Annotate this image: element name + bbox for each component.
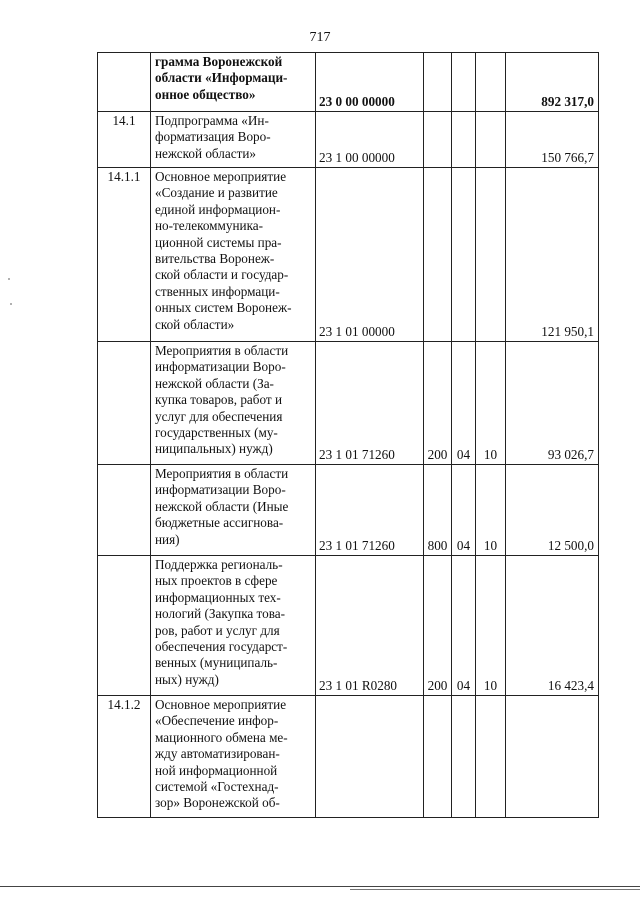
subsection-code <box>476 53 506 112</box>
amount: 16 423,4 <box>506 556 599 696</box>
row-name-text: Основное мероприятие «Создание и развитие единой информацион- но-телекоммуника- ционной системы пра- вительства Воронеж- ской области и государ- ственных информаци- онных систем Воронеж- ской области» <box>155 169 292 332</box>
budget-table <box>97 52 599 818</box>
table-row <box>98 112 599 168</box>
row-name-text: Мероприятия в области информатизации Воро- нежской области (За- купка товаров, работ и услуг для обеспечения государственных (му- ниципальных) нужд) <box>155 343 289 457</box>
section-code <box>452 696 476 818</box>
amount: 93 026,7 <box>506 342 599 465</box>
row-name-text: Основное мероприятие «Обеспечение инфор- мационного обмена ме- жду автоматизирован- ной информационной системой «Гостехнад- зор» Воронежской об- <box>155 697 288 811</box>
section-code: 04 <box>452 465 476 556</box>
target-code: 23 1 01 R0280 <box>316 556 424 696</box>
section-code: 04 <box>452 556 476 696</box>
row-name <box>151 168 316 342</box>
table-row <box>98 696 599 818</box>
amount <box>506 696 599 818</box>
target-code: 23 0 00 00000 <box>316 53 424 112</box>
table-row <box>98 53 599 112</box>
scan-speck <box>10 303 12 305</box>
amount: 121 950,1 <box>506 168 599 342</box>
target-code: 23 1 01 00000 <box>316 168 424 342</box>
subsection-code: 10 <box>476 342 506 465</box>
table-row <box>98 168 599 342</box>
target-code: 23 1 00 00000 <box>316 112 424 168</box>
row-name <box>151 556 316 696</box>
target-code: 23 1 01 71260 <box>316 465 424 556</box>
table-row <box>98 556 599 696</box>
row-name <box>151 342 316 465</box>
subsection-code <box>476 112 506 168</box>
amount: 150 766,7 <box>506 112 599 168</box>
page-number: 717 <box>309 30 331 45</box>
row-name <box>151 112 316 168</box>
row-name-text: Подпрограмма «Ин- форматизация Воро- нежской области» <box>155 113 271 161</box>
section-code <box>452 53 476 112</box>
row-name <box>151 53 316 112</box>
row-number: 14.1.2 <box>98 696 151 818</box>
expense-type <box>424 696 452 818</box>
subsection-code: 10 <box>476 465 506 556</box>
section-code <box>452 168 476 342</box>
row-name <box>151 465 316 556</box>
row-name-text: Поддержка региональ- ных проектов в сфере информационных тех- нологий (Закупка това- ров, работ и услуг для обеспечения государст- венных (муниципаль- ных) нужд) <box>155 557 288 687</box>
row-name-text: грамма Воронежской области «Информаци- онное общество» <box>155 54 288 102</box>
expense-type: 200 <box>424 342 452 465</box>
table-row <box>98 342 599 465</box>
row-name-text: Мероприятия в области информатизации Воро- нежской области (Иные бюджетные ассигнова- ния) <box>155 466 289 547</box>
amount: 892 317,0 <box>506 53 599 112</box>
amount: 12 500,0 <box>506 465 599 556</box>
expense-type <box>424 168 452 342</box>
subsection-code <box>476 168 506 342</box>
expense-type: 200 <box>424 556 452 696</box>
section-code <box>452 112 476 168</box>
expense-type <box>424 112 452 168</box>
expense-type: 800 <box>424 465 452 556</box>
row-number: 14.1.1 <box>98 168 151 342</box>
row-number <box>98 53 151 112</box>
expense-type <box>424 53 452 112</box>
subsection-code <box>476 696 506 818</box>
row-number <box>98 556 151 696</box>
scan-bottom-edge <box>350 889 640 890</box>
row-name <box>151 696 316 818</box>
scan-speck <box>8 278 10 280</box>
table-row <box>98 465 599 556</box>
target-code <box>316 696 424 818</box>
section-code: 04 <box>452 342 476 465</box>
row-number: 14.1 <box>98 112 151 168</box>
target-code: 23 1 01 71260 <box>316 342 424 465</box>
row-number <box>98 342 151 465</box>
scan-bottom-edge <box>0 886 640 887</box>
row-number <box>98 465 151 556</box>
subsection-code: 10 <box>476 556 506 696</box>
